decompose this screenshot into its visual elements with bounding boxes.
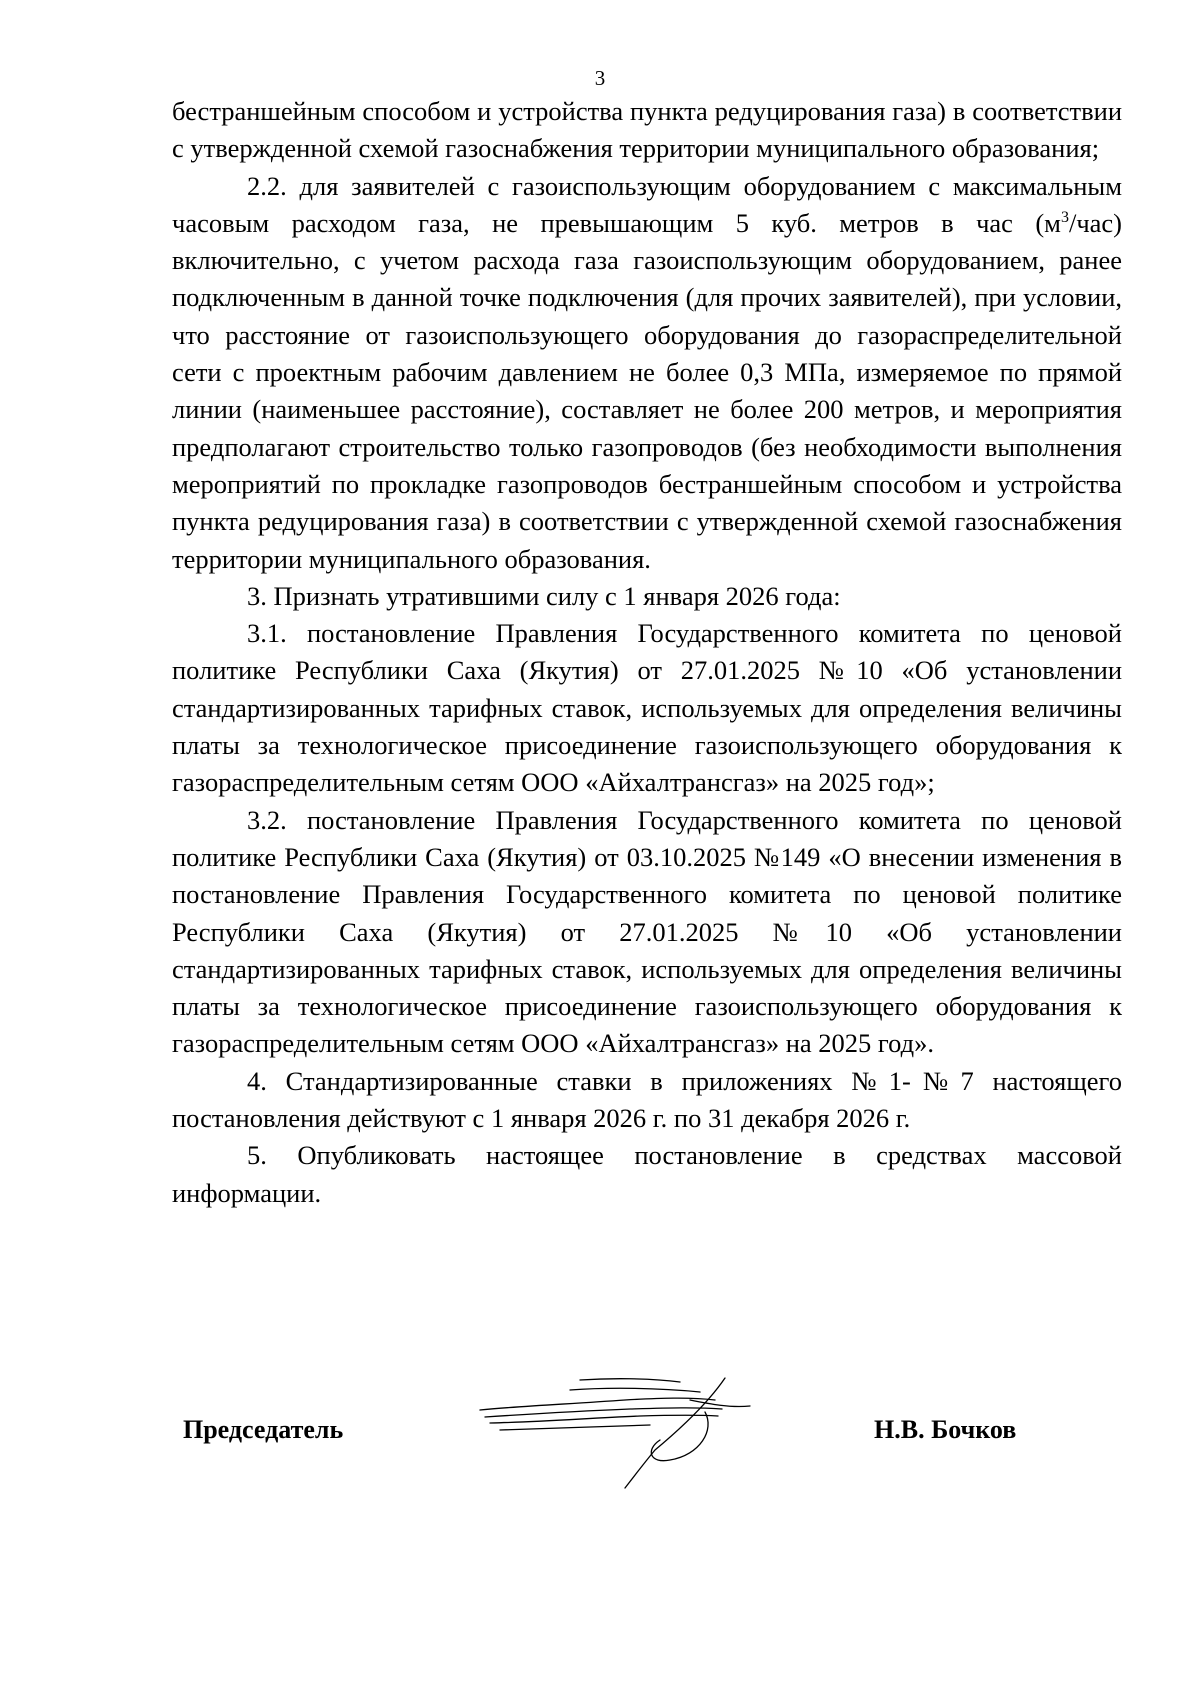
paragraph-3-1: 3.1. постановление Правления Государственного комитета по ценовой политике Республики Саха (Якутия) от 27.01.2025 №10 «Об установлении стандартизированных тарифных ставок, используемых для определения величины платы за технологическое присоединение газоиспользующего оборудования к газораспределительным сетям ООО «Айхалтрансгаз» на 2025 год»; (172, 618, 1122, 798)
paragraph-4: 4. Стандартизированные ставки в приложениях №1-№7 настоящего постановления действуют с 1 января 2026 г. по 31 декабря 2026 г. (172, 1065, 1122, 1134)
cubic-superscript: 3 (1060, 209, 1069, 227)
paragraph-3: 3. Признать утратившими силу с 1 января 2026 года: (247, 580, 841, 611)
page-number: 3 (594, 66, 606, 90)
paragraph-2-2 (172, 168, 1122, 578)
paragraph-5: 5. Опубликовать настоящее постановление в средствах массовой информации. (172, 1140, 1122, 1208)
signatory-position: Председатель (183, 1415, 344, 1444)
paragraph-continuation: бестраншейным способом и устройства пункта редуцирования газа) в соответствии с утвержденной схемой газоснабжения территории муниципального образования; (172, 96, 1122, 164)
signatory-name: Н.В. Бочков (874, 1415, 1017, 1444)
document-body (172, 93, 1122, 1212)
handwritten-signature (460, 1370, 790, 1490)
paragraph-2-2-text-end: /час) включительно, с учетом расхода газа газоиспользующим оборудованием, ранее подключенным в данной точке подключения (для прочих заявителей), при условии, что расстояние от газоиспользующего оборудования до газораспределительной сети с проектным рабочим давлением не более 0,3 МПа, измеряемое по прямой линии (наименьшее расстояние), составляет не более 200 метров, и мероприятия предполагают строительство только газопроводов (без необходимости выполнения мероприятий по прокладке газопроводов бестраншейным способом и устройства пункта редуцирования газа) в соответствии с утвержденной схемой газоснабжения территории муниципального образования. (172, 207, 1122, 574)
paragraph-2-2-text-start: 2.2. для заявителей с газоиспользующим оборудованием с максимальным часовым расходом газа, не превышающим 5 куб. метров в час (м (172, 170, 1122, 238)
paragraph-3-2: 3.2. постановление Правления Государственного комитета по ценовой политике Республики Саха (Якутия) от 03.10.2025 №149 «О внесении изменения в постановление Правления Государственного комитета по ценовой политике Республики Саха (Якутия) от 27.01.2025 №10 «Об установлении стандартизированных тарифных ставок, используемых для определения величины платы за технологическое присоединение газоиспользующего оборудования к газораспределительным сетям ООО «Айхалтрансгаз» на 2025 год». (172, 804, 1122, 1059)
